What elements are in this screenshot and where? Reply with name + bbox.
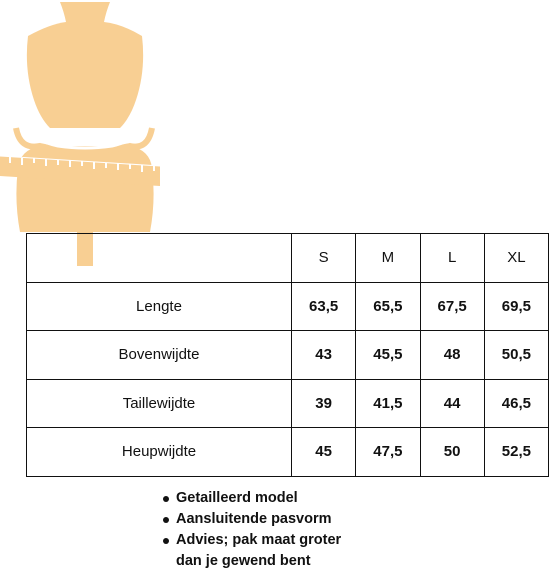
table-cell: 45 (292, 428, 356, 477)
table-cell: 41,5 (356, 379, 420, 428)
header-size-xl: XL (484, 234, 548, 283)
table-cell: 44 (420, 379, 484, 428)
list-item (160, 530, 341, 572)
list-item (160, 509, 341, 530)
table-row (27, 282, 549, 331)
table-cell: 67,5 (420, 282, 484, 331)
note-text: Aansluitende pasvorm (176, 511, 332, 527)
header-cell-empty (27, 234, 292, 283)
size-chart-table (26, 233, 549, 477)
table-cell: 47,5 (356, 428, 420, 477)
header-size-s: S (292, 234, 356, 283)
note-text-continued: dan je gewend bent (176, 553, 311, 569)
table-header-row (27, 234, 549, 283)
table-row (27, 379, 549, 428)
table-row (27, 331, 549, 380)
table-row (27, 428, 549, 477)
table-cell: 52,5 (484, 428, 548, 477)
note-text: Getailleerd model (176, 490, 298, 506)
row-label-lengte: Lengte (27, 282, 292, 331)
dress-form-icon (0, 0, 170, 270)
row-label-bovenwijdte: Bovenwijdte (27, 331, 292, 380)
row-label-taillewijdte: Taillewijdte (27, 379, 292, 428)
fit-notes-list (160, 488, 341, 572)
table-cell: 39 (292, 379, 356, 428)
table-cell: 46,5 (484, 379, 548, 428)
table-cell: 63,5 (292, 282, 356, 331)
header-size-l: L (420, 234, 484, 283)
list-item (160, 488, 341, 509)
table-cell: 50 (420, 428, 484, 477)
header-size-m: M (356, 234, 420, 283)
note-text: Advies; pak maat groter (176, 532, 342, 548)
row-label-heupwijdte: Heupwijdte (27, 428, 292, 477)
table-cell: 45,5 (356, 331, 420, 380)
table-cell: 43 (292, 331, 356, 380)
table-cell: 50,5 (484, 331, 548, 380)
table-cell: 69,5 (484, 282, 548, 331)
table-cell: 48 (420, 331, 484, 380)
table-cell: 65,5 (356, 282, 420, 331)
